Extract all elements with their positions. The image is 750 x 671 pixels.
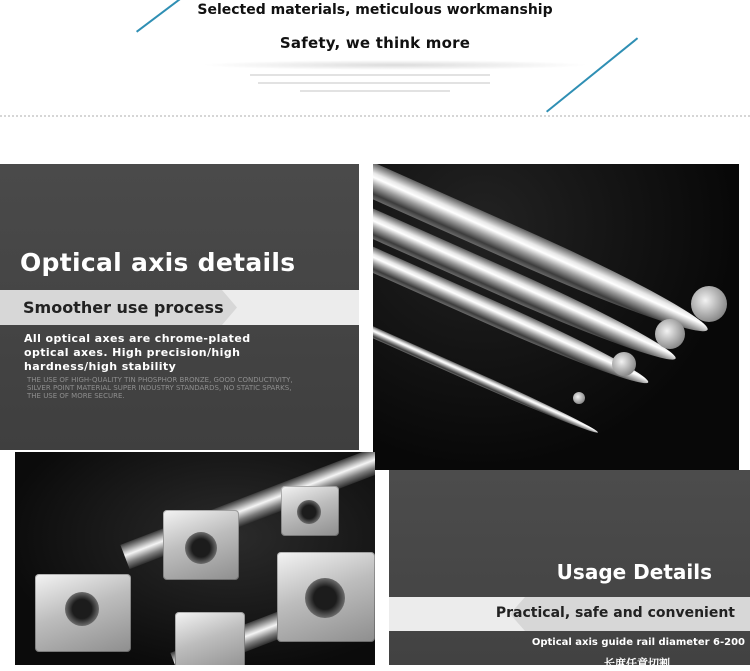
ribbon-label: Smoother use process [23, 298, 224, 317]
optical-axis-panel [0, 164, 359, 450]
usage-ribbon [389, 597, 750, 631]
shaft-support [35, 574, 131, 652]
chrome-rods-image [373, 164, 739, 470]
bearing-bore [305, 578, 345, 618]
bearing-block [277, 552, 375, 642]
optical-axis-title: Optical axis details [20, 248, 296, 277]
usage-note-cjk: 长度任意切割 [604, 657, 670, 670]
support-bore [65, 592, 99, 626]
optical-axis-fine-print: THE USE OF HIGH-QUALITY TIN PHOSPHOR BRONZE, GOOD CONDUCTIVITY, SILVER POINT MATERIAL SUPER INDUSTRY STANDARDS, NO STATIC SPARKS, THE USE OF MORE SECURE. [27, 376, 293, 400]
linear-guide-image [15, 452, 375, 665]
optical-axis-description: All optical axes are chrome-plated optical axes. High precision/high hardness/high stability [24, 332, 251, 373]
rod-end [612, 352, 636, 376]
bearing-bore [185, 532, 217, 564]
dotted-divider [0, 115, 750, 117]
bearing-bore [297, 500, 321, 524]
decorative-shadow [200, 60, 590, 70]
rod-end [655, 319, 685, 349]
usage-note: Optical axis guide rail diameter 6-200 [531, 637, 745, 648]
rod-end [691, 286, 727, 322]
optical-axis-ribbon [0, 290, 359, 325]
rod [373, 309, 600, 437]
decorative-line [258, 82, 490, 84]
rod-end [573, 392, 585, 404]
header-band [0, 0, 750, 160]
tagline-materials: Selected materials, meticulous workmanship [197, 2, 553, 18]
ribbon-label: Practical, safe and convenient [495, 605, 735, 621]
usage-title: Usage Details [556, 560, 712, 584]
usage-panel [389, 470, 750, 670]
bearing-block [281, 486, 339, 536]
tagline-safety: Safety, we think more [279, 34, 471, 52]
bearing-block [175, 612, 245, 665]
bearing-block [163, 510, 239, 580]
decorative-line [300, 90, 450, 92]
decorative-line [250, 74, 490, 76]
